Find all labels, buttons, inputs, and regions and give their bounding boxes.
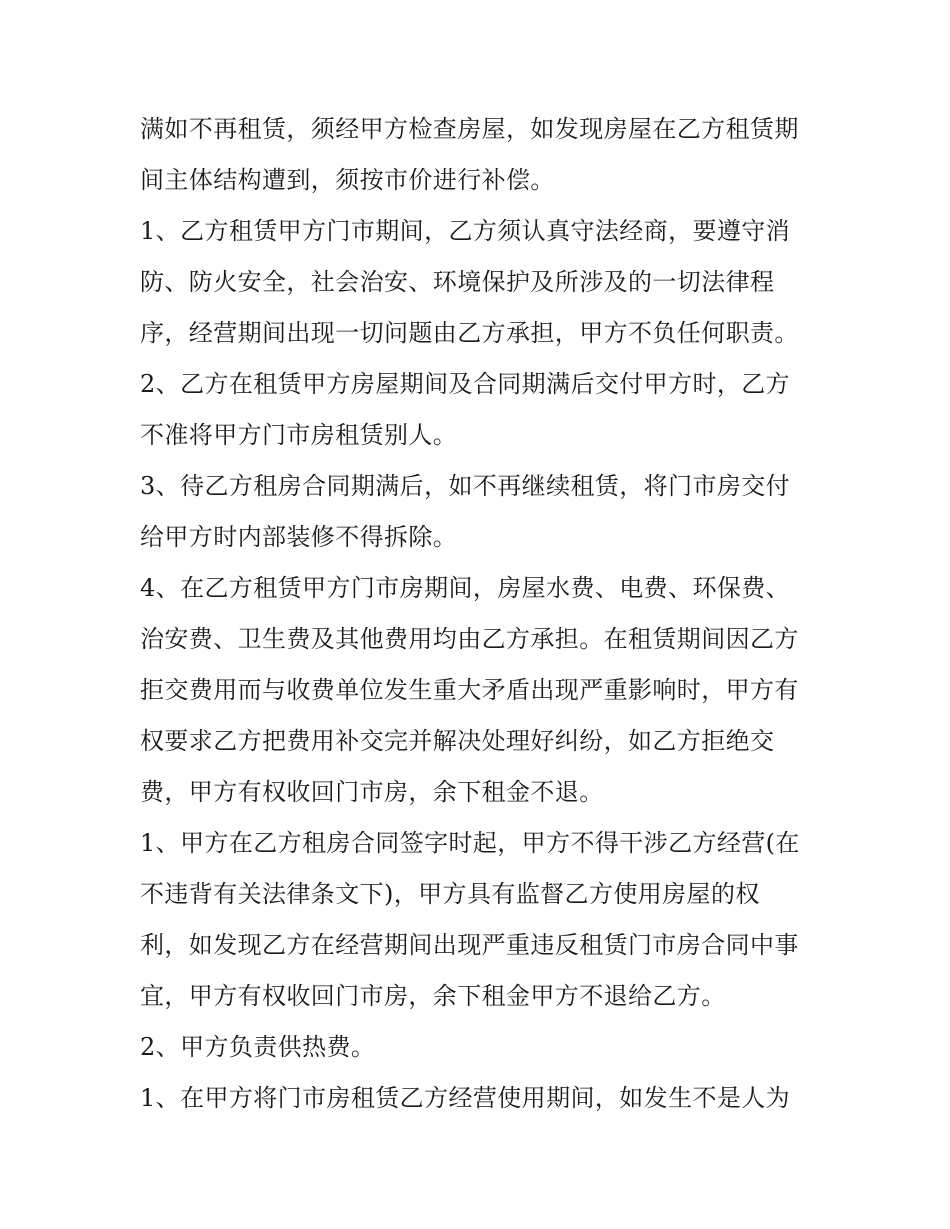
text-line: 不准将甲方门市房租赁别人。 xyxy=(140,421,458,449)
text-line: 权要求乙方把费用补交完并解决处理好纠纷，如乙方拒绝交 xyxy=(140,727,775,755)
text-line: 1、在甲方将门市房租赁乙方经营使用期间，如发生不是人为 xyxy=(140,1084,791,1112)
text-line: 不违背有关法律条文下)，甲方具有监督乙方使用房屋的权 xyxy=(140,880,760,908)
contract-text xyxy=(140,104,830,1124)
text-line: 3、待乙方租房合同期满后，如不再继续租赁，将门市房交付 xyxy=(140,472,791,500)
text-line: 1、甲方在乙方租房合同签字时起，甲方不得干涉乙方经营(在 xyxy=(140,829,800,857)
text-line: 序，经营期间出现一切问题由乙方承担，甲方不负任何职责。 xyxy=(140,319,799,347)
text-line: 间主体结构遭到，须按市价进行补偿。 xyxy=(140,166,555,194)
text-line: 4、在乙方租赁甲方门市房期间，房屋水费、电费、环保费、 xyxy=(140,574,791,602)
text-line: 宜，甲方有权收回门市房，余下租金甲方不退给乙方。 xyxy=(140,982,726,1010)
text-line: 给甲方时内部装修不得拆除。 xyxy=(140,523,458,551)
text-line: 治安费、卫生费及其他费用均由乙方承担。在租赁期间因乙方 xyxy=(140,625,799,653)
text-line: 利，如发现乙方在经营期间出现严重违反租赁门市房合同中事 xyxy=(140,931,799,959)
text-line: 费，甲方有权收回门市房，余下租金不退。 xyxy=(140,778,604,806)
text-line: 拒交费用而与收费单位发生重大矛盾出现严重影响时，甲方有 xyxy=(140,676,799,704)
text-line: 防、防火安全，社会治安、环境保护及所涉及的一切法律程 xyxy=(140,268,775,296)
text-line: 1、乙方租赁甲方门市期间，乙方须认真守法经商，要遵守消 xyxy=(140,217,791,245)
text-line: 满如不再租赁，须经甲方检查房屋，如发现房屋在乙方租赁期 xyxy=(140,115,799,143)
text-line: 2、甲方负责供热费。 xyxy=(140,1033,376,1061)
text-line: 2、乙方在租赁甲方房屋期间及合同期满后交付甲方时，乙方 xyxy=(140,370,791,398)
